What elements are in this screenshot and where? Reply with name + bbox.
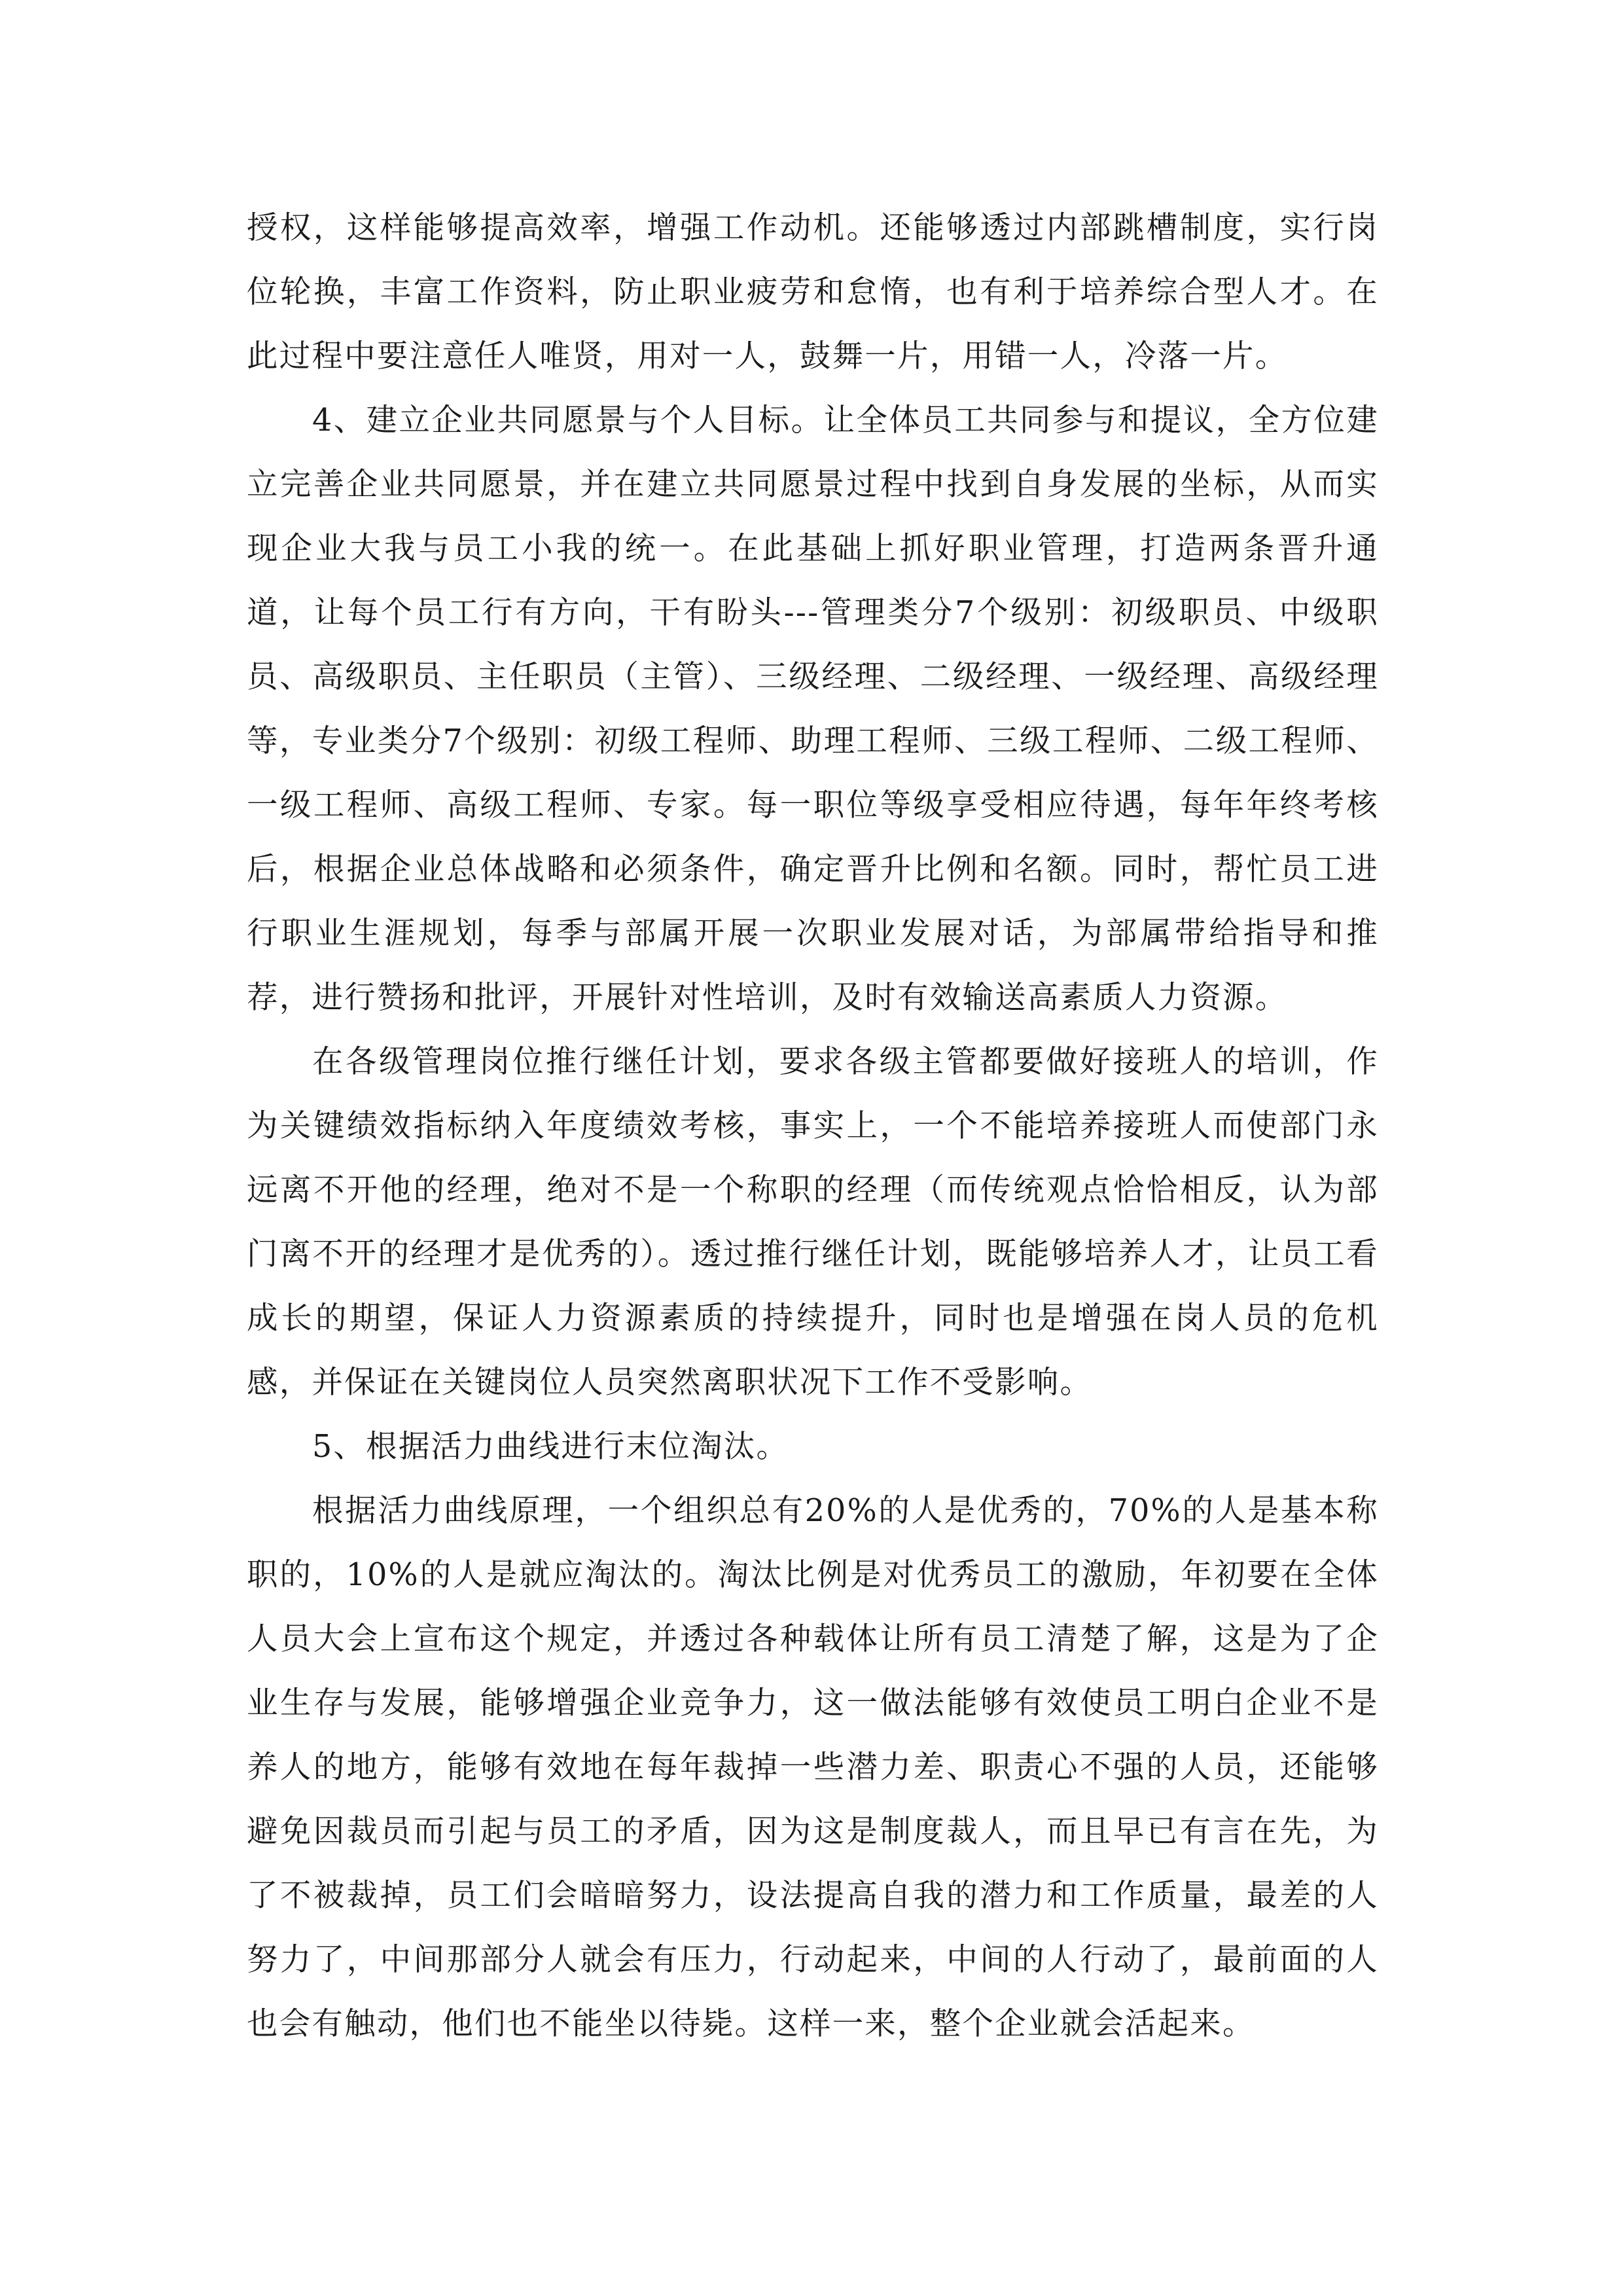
paragraph-vitality-curve: 根据活力曲线原理，一个组织总有20%的人是优秀的，70%的人是基本称职的，10%的人是就应淘汰的。淘汰比例是对优秀员工的激励，年初要在全体人员大会上宣布这个规定，并透过各种载体让所有员工清楚了解，这是为了企业生存与发展，能够增强企业竞争力，这一做法能够有效使员工明白企业不是养人的地方，能够有效地在每年裁掉一些潜力差、职责心不强的人员，还能够避免因裁员而引起与员工的矛盾，因为这是制度裁人，而且早已有言在先，为了不被裁掉，员工们会暗暗努力，设法提高自我的潜力和工作质量，最差的人努力了，中间那部分人就会有压力，行动起来，中间的人行动了，最前面的人也会有触动，他们也不能坐以待毙。这样一来，整个企业就会活起来。: [247, 1493, 1379, 2042]
document-page: [247, 196, 1379, 2056]
paragraph-heading-elimination: 5、根据活力曲线进行末位淘汰。: [312, 1429, 789, 1465]
paragraph-shared-vision: 4、建立企业共同愿景与个人目标。让全体员工共同参与和提议，全方位建立完善企业共同愿景，并在建立共同愿景过程中找到自身发展的坐标，从而实现企业大我与员工小我的统一。在此基础上抓好职业管理，打造两条晋升通道，让每个员工行有方向，干有盼头---管理类分7个级别：初级职员、中级职员、高级职员、主任职员（主管）、三级经理、二级经理、一级经理、高级经理等，专业类分7个级别：初级工程师、助理工程师、三级工程师、二级工程师、一级工程师、高级工程师、专家。每一职位等级享受相应待遇，每年年终考核后，根据企业总体战略和必须条件，确定晋升比例和名额。同时，帮忙员工进行职业生涯规划，每季与部属开展一次职业发展对话，为部属带给指导和推荐，进行赞扬和批评，开展针对性培训，及时有效输送高素质人力资源。: [247, 403, 1379, 1016]
paragraph-succession-plan: 在各级管理岗位推行继任计划，要求各级主管都要做好接班人的培训，作为关键绩效指标纳入年度绩效考核，事实上，一个不能培养接班人而使部门永远离不开他的经理，绝对不是一个称职的经理（而传统观点恰恰相反，认为部门离不开的经理才是优秀的）。透过推行继任计划，既能够培养人才，让员工看成长的期望，保证人力资源素质的持续提升，同时也是增强在岗人员的危机感，并保证在关键岗位人员突然离职状况下工作不受影响。: [247, 1044, 1379, 1401]
paragraph-continued-authorization: 授权，这样能够提高效率，增强工作动机。还能够透过内部跳槽制度，实行岗位轮换，丰富工作资料，防止职业疲劳和怠惰，也有利于培养综合型人才。在此过程中要注意任人唯贤，用对一人，鼓舞一片，用错一人，冷落一片。: [247, 210, 1379, 374]
